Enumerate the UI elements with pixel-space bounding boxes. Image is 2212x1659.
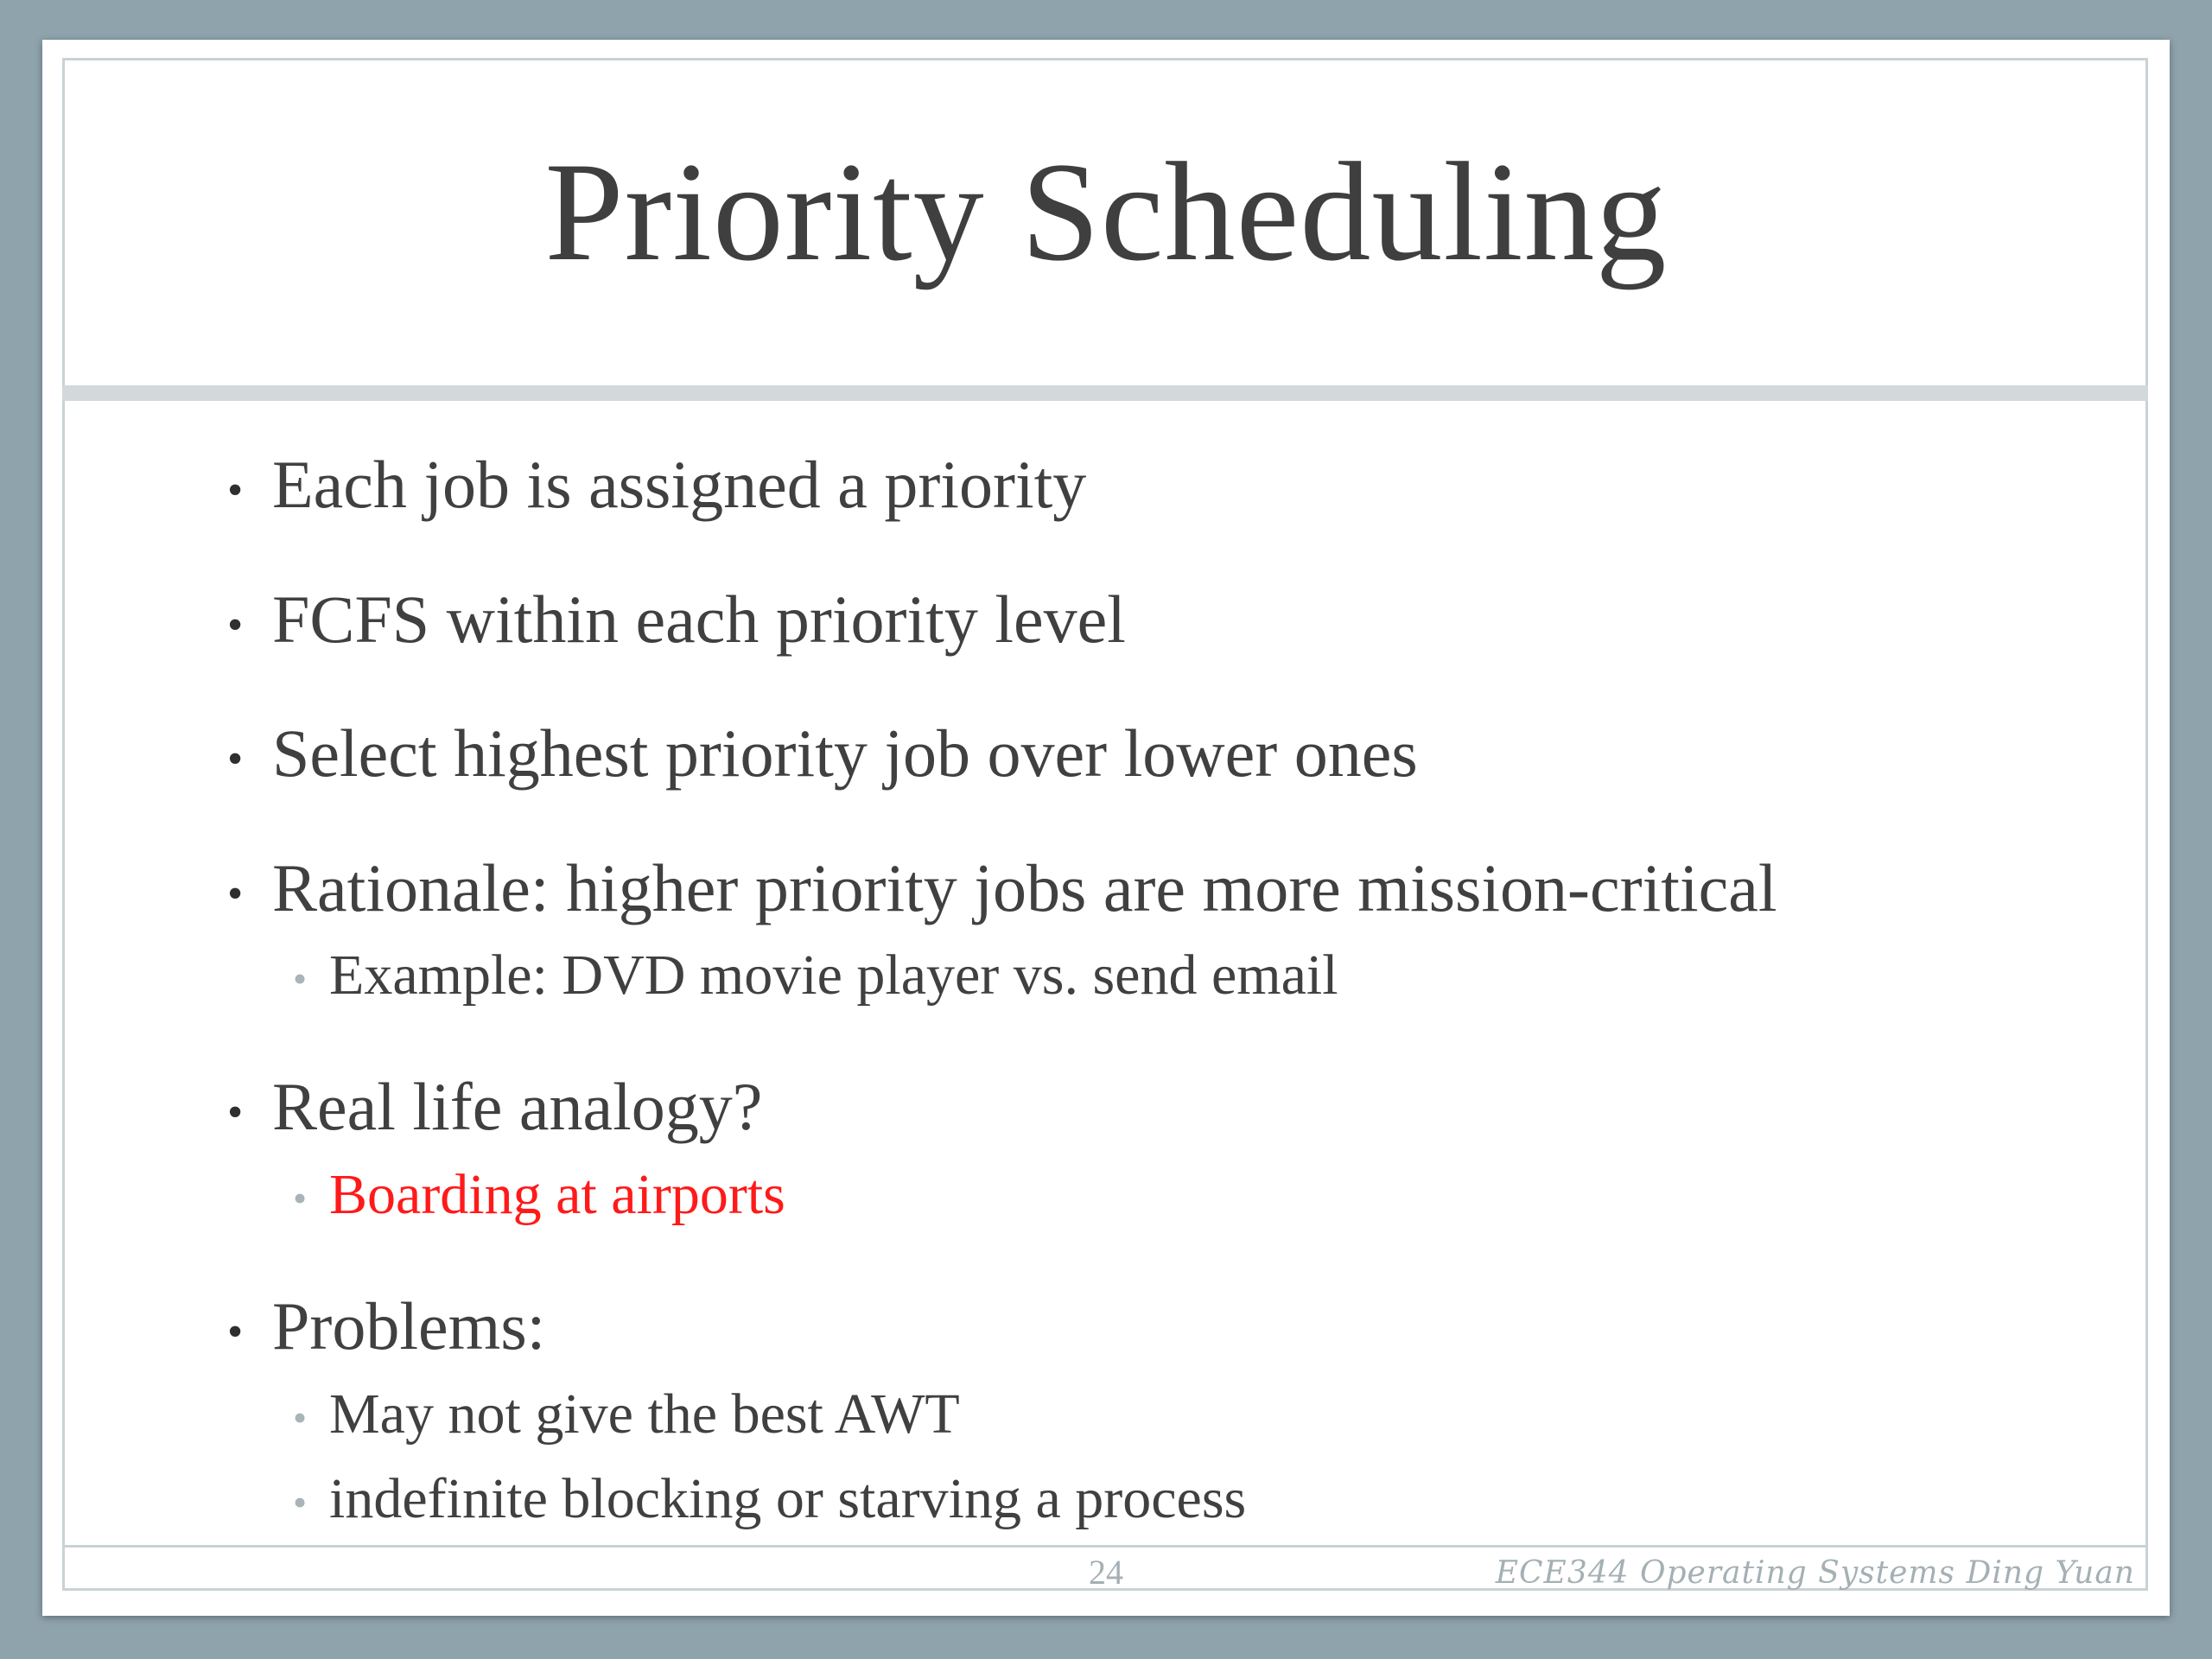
bullet-text: Select highest priority job over lower ones: [272, 715, 1418, 791]
sub-bullet-dot-icon: •: [293, 957, 308, 1001]
bullet-dot-icon: •: [227, 734, 244, 784]
sub-bullet-item: [293, 1163, 785, 1226]
bullet-dot-icon: •: [227, 869, 244, 918]
sub-bullet-text: indefinite blocking or starving a process: [329, 1467, 1247, 1530]
bullet-dot-icon: •: [227, 601, 244, 650]
bullet-item: [227, 582, 1126, 657]
bullet-dot-icon: •: [227, 466, 244, 515]
bullet-item: [227, 850, 1777, 925]
bullet-text: Real life analogy?: [272, 1069, 763, 1144]
bullet-item: [227, 1288, 546, 1363]
bullet-dot-icon: •: [227, 1307, 244, 1357]
bullet-item: [227, 447, 1087, 522]
bullet-text: Rationale: higher priority jobs are more mission-critical: [272, 850, 1777, 925]
bullet-text: Each job is assigned a priority: [272, 447, 1087, 522]
bullet-list: [42, 40, 2170, 1616]
footer-credit: ECE344 Operating Systems Ding Yuan: [1495, 1555, 2135, 1591]
sub-bullet-item: [293, 1382, 960, 1446]
sub-bullet-text: Example: DVD movie player vs. send email: [329, 944, 1338, 1007]
bullet-item: [227, 1069, 763, 1144]
footer-divider: [62, 1545, 2148, 1548]
sub-bullet-dot-icon: •: [293, 1176, 308, 1220]
sub-bullet-item: [293, 944, 1338, 1007]
page-number: 24: [1089, 1553, 1123, 1592]
sub-bullet-text-highlight: Boarding at airports: [329, 1163, 785, 1226]
sub-bullet-dot-icon: •: [293, 1480, 308, 1524]
sub-bullet-dot-icon: •: [293, 1395, 308, 1440]
slide-title: Priority Scheduling: [544, 134, 1668, 290]
bullet-dot-icon: •: [227, 1088, 244, 1137]
sub-bullet-text: May not give the best AWT: [329, 1382, 960, 1446]
bullet-text: Problems:: [272, 1288, 546, 1363]
bullet-text: FCFS within each priority level: [272, 582, 1126, 657]
slide: [42, 40, 2170, 1616]
sub-bullet-item: [293, 1467, 1247, 1530]
bullet-item: [227, 715, 1418, 791]
